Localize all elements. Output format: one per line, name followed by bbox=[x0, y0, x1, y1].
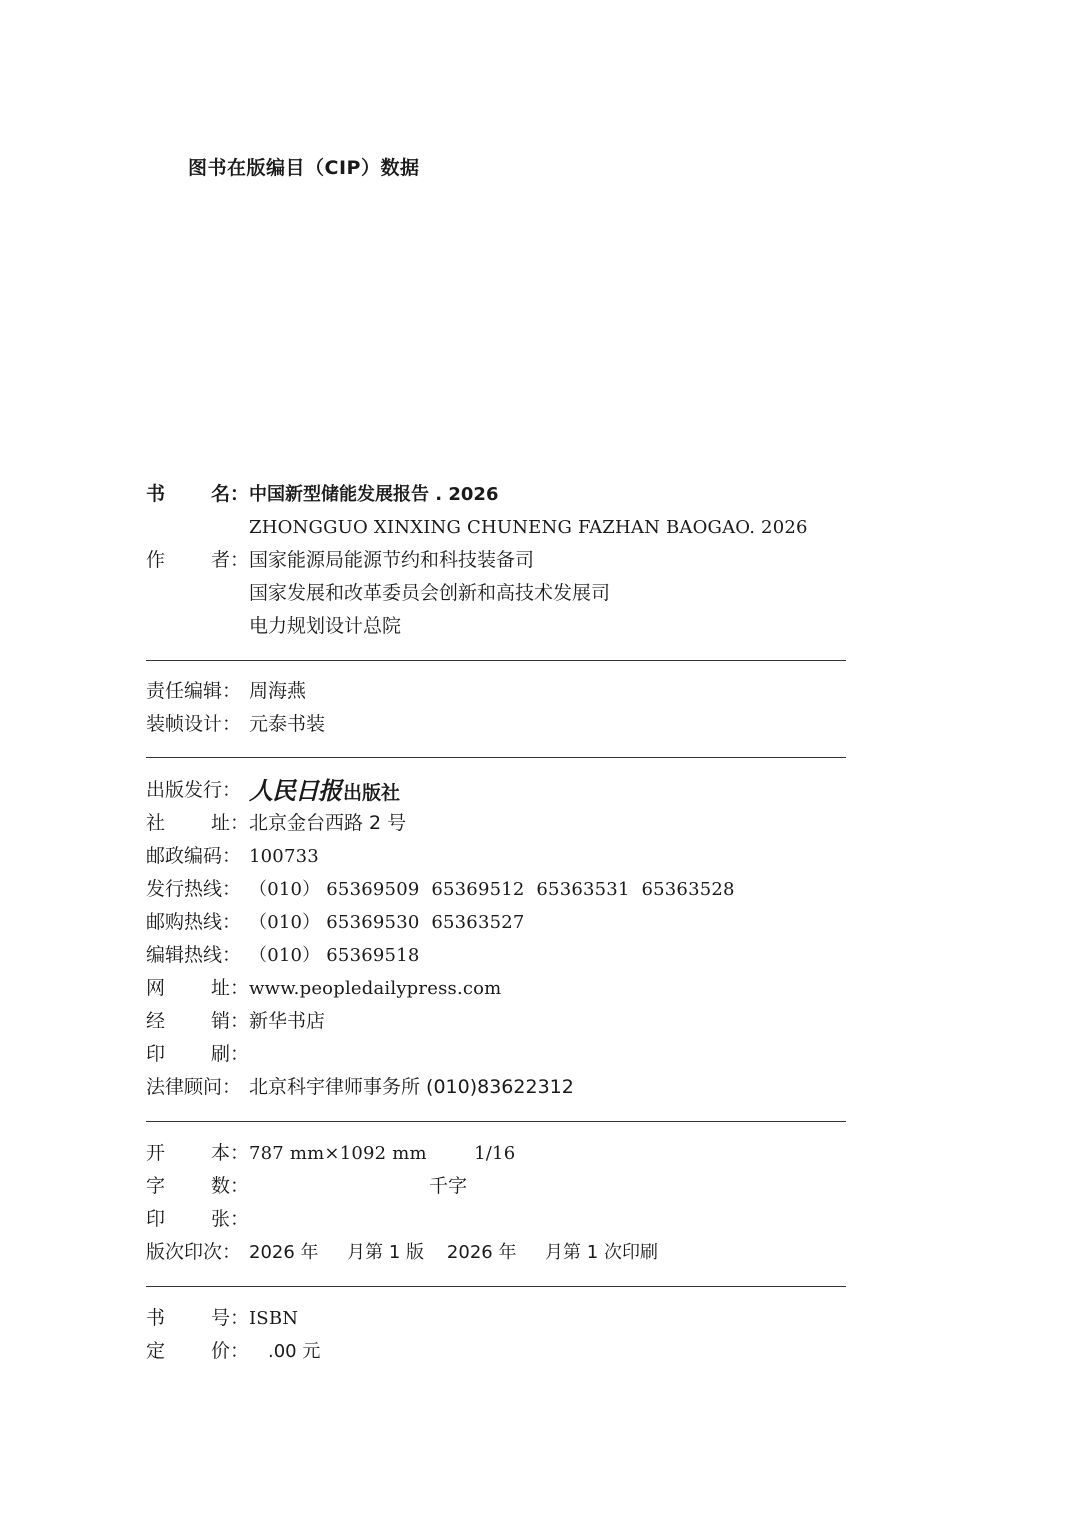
editor-row bbox=[146, 675, 846, 708]
legal-label: 法律顾问： bbox=[146, 1076, 242, 1098]
publisher-logo: 人民日报 bbox=[249, 776, 341, 805]
editor-label: 责任编辑： bbox=[146, 680, 242, 702]
editorial-hotline-row bbox=[146, 939, 846, 972]
book-name-pinyin: ZHONGGUO XINXING CHUNENG FAZHAN BAOGAO. 2026 bbox=[249, 517, 808, 538]
distributor-label: 经 销： bbox=[146, 1010, 249, 1032]
divider-1 bbox=[146, 660, 846, 661]
author-row-3 bbox=[146, 610, 846, 643]
author-3: 电力规划设计总院 bbox=[249, 615, 402, 637]
mail-hotline-label: 邮购热线： bbox=[146, 911, 242, 933]
wordcount: 千字 bbox=[429, 1175, 468, 1197]
edition-row bbox=[146, 1236, 846, 1269]
mail-hotline: （010） 65369530 65363527 bbox=[249, 912, 525, 933]
format-block bbox=[146, 1137, 846, 1269]
divider-4 bbox=[146, 1286, 846, 1287]
sheets-row bbox=[146, 1203, 846, 1236]
price: .00 元 bbox=[268, 1341, 321, 1362]
sheets-label: 印 张： bbox=[146, 1208, 249, 1230]
format: 787 mm×1092 mm 1/16 bbox=[249, 1143, 516, 1164]
sales-hotline-label: 发行热线： bbox=[146, 878, 242, 900]
book-name: 中国新型储能发展报告 . 2026 bbox=[249, 484, 499, 505]
design: 元泰书装 bbox=[249, 713, 326, 735]
website-row bbox=[146, 972, 846, 1005]
format-row bbox=[146, 1137, 846, 1170]
editorial-hotline: （010） 65369518 bbox=[249, 945, 420, 966]
editor: 周海燕 bbox=[249, 680, 307, 702]
sales-hotline: （010） 65369509 65369512 65363531 65363528 bbox=[249, 879, 735, 900]
book-name-pinyin-row bbox=[146, 511, 846, 544]
address-row bbox=[146, 807, 846, 840]
address-label: 社 址： bbox=[146, 812, 249, 834]
legal: 北京科宇律师事务所 (010)83622312 bbox=[249, 1076, 574, 1098]
book-name-row bbox=[146, 478, 846, 511]
wordcount-row bbox=[146, 1170, 846, 1203]
book-name-label: 书 名： bbox=[146, 483, 249, 505]
postcode-row bbox=[146, 840, 846, 873]
isbn-row bbox=[146, 1302, 846, 1335]
postcode-label: 邮政编码： bbox=[146, 845, 242, 867]
address: 北京金台西路 2 号 bbox=[249, 812, 407, 834]
publisher-block bbox=[146, 774, 846, 1104]
isbn-label: 书 号： bbox=[146, 1307, 249, 1329]
mail-hotline-row bbox=[146, 906, 846, 939]
website-label: 网 址： bbox=[146, 977, 249, 999]
author-row bbox=[146, 544, 846, 577]
website-link[interactable]: www.peopledailypress.com bbox=[249, 978, 502, 999]
editor-block bbox=[146, 675, 846, 741]
divider-2 bbox=[146, 757, 846, 758]
isbn: ISBN bbox=[249, 1308, 299, 1329]
edition-label: 版次印次： bbox=[146, 1241, 242, 1263]
postcode: 100733 bbox=[249, 846, 319, 867]
editorial-hotline-label: 编辑热线： bbox=[146, 944, 242, 966]
sales-hotline-row bbox=[146, 873, 846, 906]
cip-header: 图书在版编目（CIP）数据 bbox=[188, 157, 420, 179]
author-1: 国家能源局能源节约和科技装备司 bbox=[249, 549, 535, 571]
publisher-label: 出版发行： bbox=[146, 779, 242, 801]
legal-row bbox=[146, 1071, 846, 1104]
design-label: 装帧设计： bbox=[146, 713, 242, 735]
author-2: 国家发展和改革委员会创新和高技术发展司 bbox=[249, 582, 611, 604]
edition: 2026 年 月第 1 版 2026 年 月第 1 次印刷 bbox=[249, 1242, 658, 1263]
distributor-row bbox=[146, 1005, 846, 1038]
printer-row bbox=[146, 1038, 846, 1071]
printer-label: 印 刷： bbox=[146, 1043, 249, 1065]
publisher-suffix: 出版社 bbox=[343, 782, 401, 804]
design-row bbox=[146, 708, 846, 741]
format-label: 开 本： bbox=[146, 1142, 249, 1164]
publisher bbox=[249, 774, 400, 810]
price-label: 定 价： bbox=[146, 1340, 249, 1362]
title-block bbox=[146, 478, 846, 643]
divider-3 bbox=[146, 1121, 846, 1122]
distributor: 新华书店 bbox=[249, 1010, 326, 1032]
wordcount-label: 字 数： bbox=[146, 1175, 249, 1197]
price-row bbox=[146, 1335, 846, 1368]
isbn-block bbox=[146, 1302, 846, 1368]
author-row-2 bbox=[146, 577, 846, 610]
publisher-row bbox=[146, 774, 846, 807]
author-label: 作 者： bbox=[146, 549, 249, 571]
